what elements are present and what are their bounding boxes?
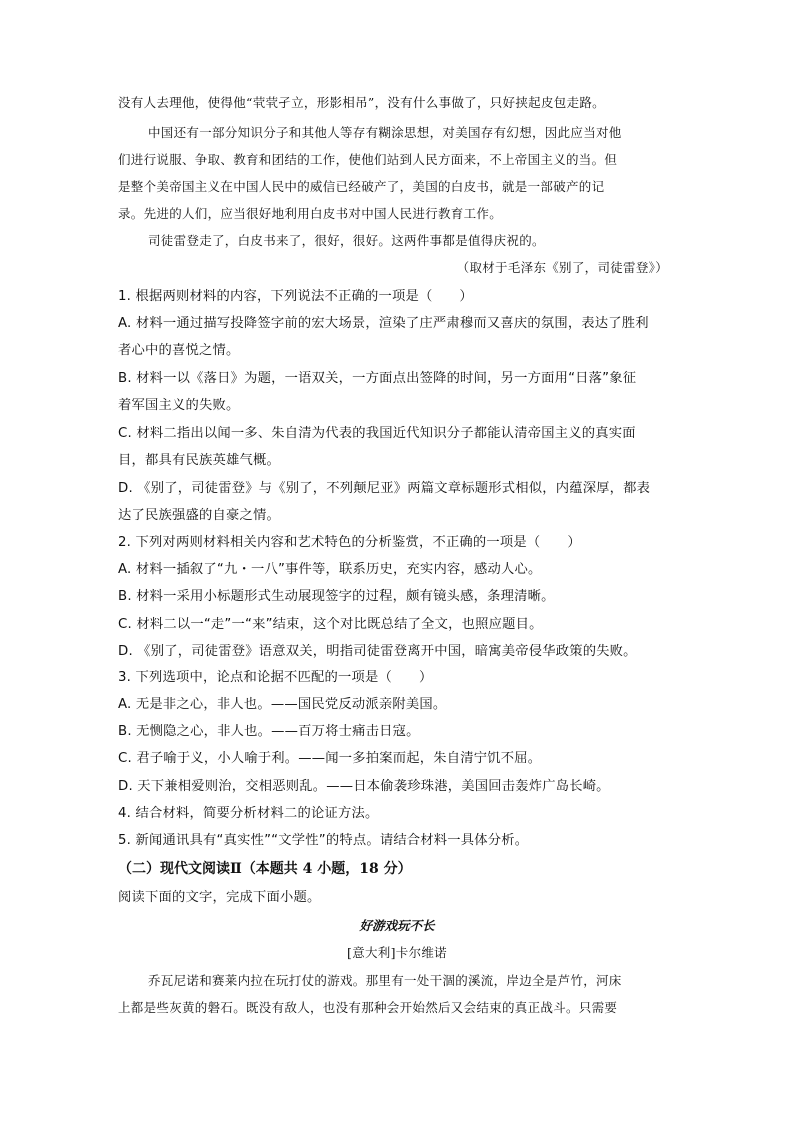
question-1: 1. 根据两则材料的内容，下列说法不正确的一项是（ ） [118, 289, 473, 304]
question-5: 5. 新闻通讯具有“真实性”“文学性”的特点。请结合材料一具体分析。 [118, 833, 529, 848]
material2-line-2: 中国还有一部分知识分子和其他人等存有糊涂思想，对美国存有幻想，因此应当对他 [148, 125, 622, 140]
question-2: 2. 下列对两则材料相关内容和艺术特色的分析鉴赏，不正确的一项是（ ） [118, 535, 581, 550]
question-4: 4. 结合材料，简要分析材料二的论证方法。 [118, 806, 379, 821]
material2-line-5: 录。先进的人们，应当很好地利用白皮书对中国人民进行教育工作。 [118, 206, 503, 221]
question-3-option-b: B. 无恻隐之心，非人也。——百万将士痛击日寇。 [118, 724, 420, 739]
material2-line-1: 没有人去理他，使得他“茕茕孑立，形影相吊”，没有什么事做了，只好挟起皮包走路。 [118, 95, 605, 110]
question-1-option-c-cont: 目，都具有民族英雄气概。 [118, 453, 280, 468]
material2-line-6: 司徒雷登走了，白皮书来了，很好，很好。这两件事都是值得庆祝的。 [148, 233, 545, 248]
story-paragraph-line-2: 上都是些灰黄的磐石。既没有敌人，也没有那种会开始然后又会结束的真正战斗。只需要 [118, 1000, 618, 1015]
story-title: 好游戏玩不长 [359, 918, 435, 933]
question-1-option-a: A. 材料一通过描写投降签字前的宏大场景，渲染了庄严肃穆而又喜庆的氛围，表达了胜利 [118, 316, 649, 331]
question-1-option-d: D. 《别了，司徒雷登》与《别了，不列颠尼亚》两篇文章标题形式相似，内蕴深厚，都表 [118, 481, 651, 496]
question-2-option-c: C. 材料二以一“走”一“来”结束，这个对比既总结了全文，也照应题目。 [118, 617, 543, 632]
material2-line-3: 们进行说服、争取、教育和团结的工作，使他们站到人民方面来，不上帝国主义的当。但 [118, 152, 618, 167]
question-2-option-d: D. 《别了，司徒雷登》语意双关，明指司徒雷登离开中国，暗寓美帝侵华政策的失败。 [118, 644, 637, 659]
question-1-option-b: B. 材料一以《落日》为题，一语双关，一方面点出签降的时间，另一方面用“日落”象征 [118, 371, 637, 386]
section-instruction: 阅读下面的文字，完成下面小题。 [118, 890, 321, 905]
story-paragraph-line-1: 乔瓦尼诺和赛莱内拉在玩打仗的游戏。那里有一处干涸的溪流，岸边全是芦竹，河床 [148, 973, 622, 988]
material2-line-4: 是整个美帝国主义在中国人民中的威信已经破产了，美国的白皮书，就是一部破产的记 [118, 179, 605, 194]
question-2-option-b: B. 材料一采用小标题形式生动展现签字的过程，颇有镜头感，条理清晰。 [118, 589, 555, 604]
material2-source: （取材于毛泽东《别了，司徒雷登》） [456, 260, 668, 275]
question-3-option-a: A. 无是非之心，非人也。——国民党反动派亲附美国。 [118, 697, 447, 712]
question-3-option-c: C. 君子喻于义，小人喻于利。——闻一多拍案而起，朱自清宁饥不屈。 [118, 751, 542, 766]
question-1-option-a-cont: 者心中的喜悦之情。 [118, 343, 240, 358]
question-1-option-d-cont: 达了民族强盛的自豪之情。 [118, 508, 280, 523]
section-heading: （二）现代文阅读Ⅱ（本题共 4 小题，18 分） [118, 861, 412, 877]
question-3: 3. 下列选项中，论点和论据不匹配的一项是（ ） [118, 670, 433, 685]
story-author: [意大利]卡尔维诺 [347, 945, 447, 960]
question-1-option-b-cont: 着军国主义的失败。 [118, 398, 240, 413]
question-3-option-d: D. 天下兼相爱则治，交相恶则乱。——日本偷袭珍珠港，美国回击轰炸广岛长崎。 [118, 779, 610, 794]
question-2-option-a: A. 材料一插叙了“九・一八”事件等，联系历史，充实内容，感动人心。 [118, 562, 542, 577]
question-1-option-c: C. 材料二指出以闻一多、朱自清为代表的我国近代知识分子都能认清帝国主义的真实面 [118, 426, 636, 441]
